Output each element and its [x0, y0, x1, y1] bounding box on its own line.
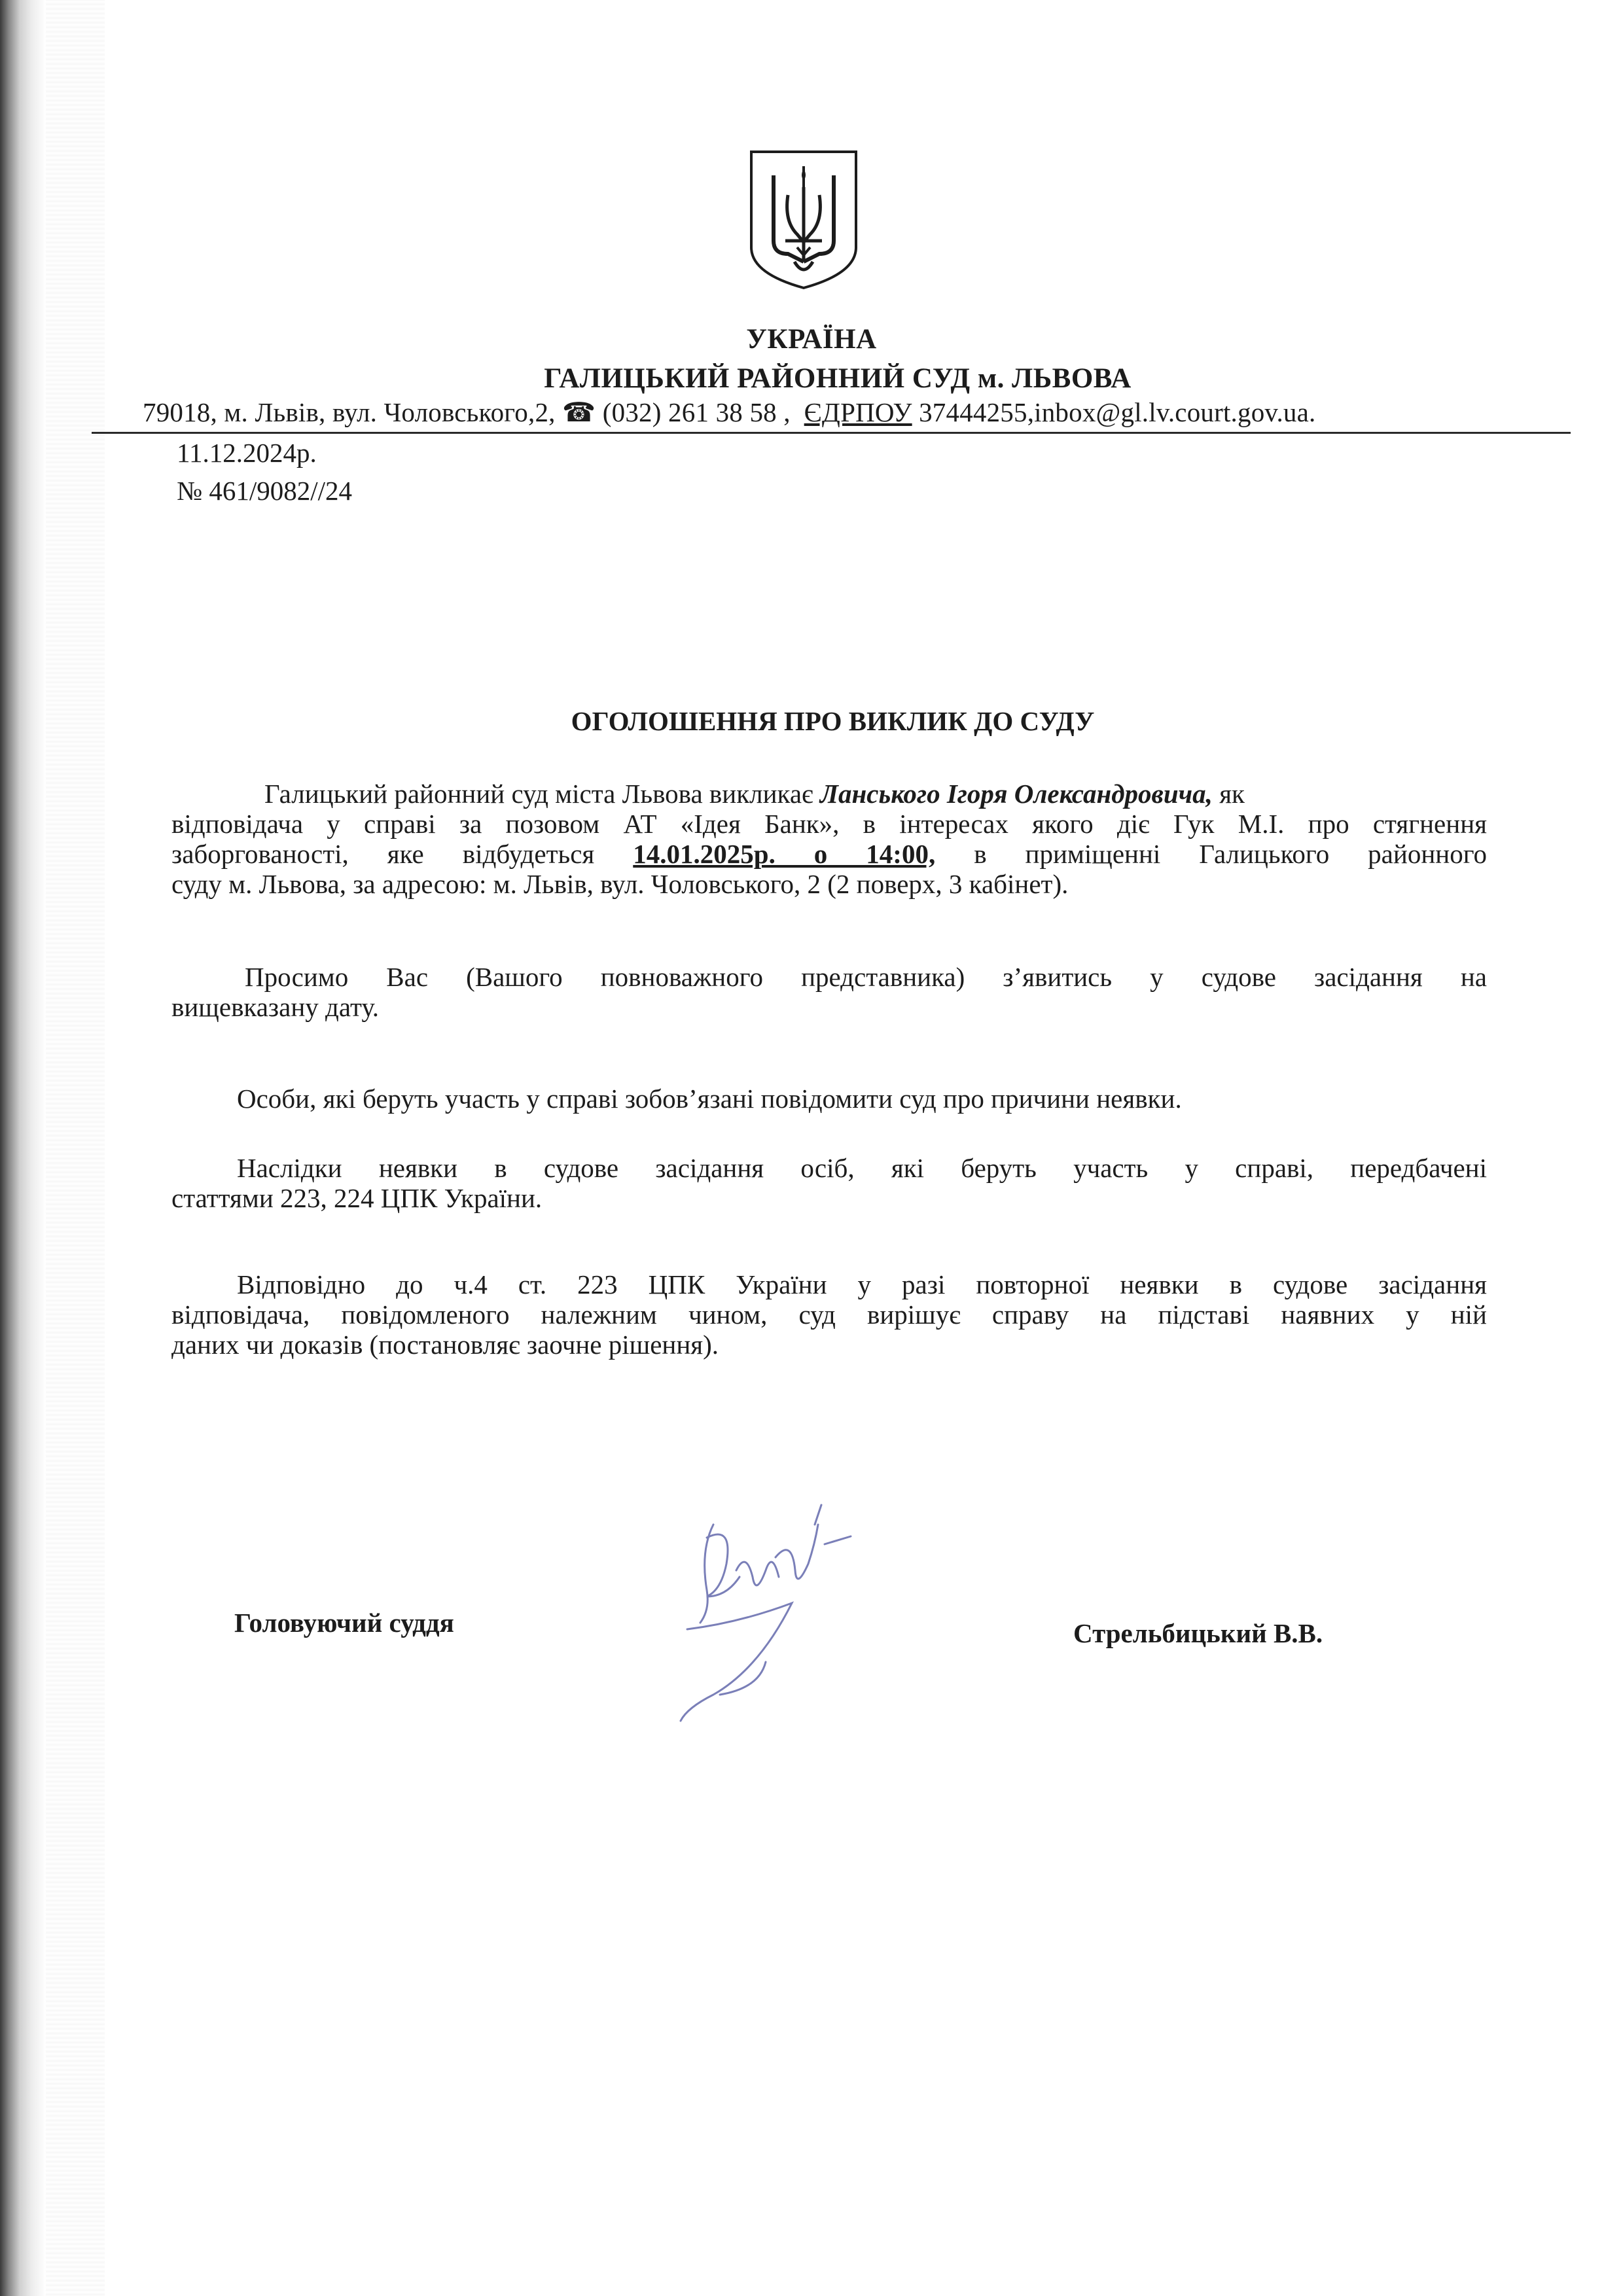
country-name: УКРАЇНА: [746, 324, 877, 355]
court-address-line: [143, 397, 1556, 428]
edrpou-and-email: 37444255,inbox@gl.lv.court.gov.ua.: [912, 397, 1316, 427]
hearing-datetime: 14.01.2025р. о 14:00,: [633, 839, 936, 869]
court-phone: (032) 261 38 58 ,: [602, 397, 791, 427]
edrpou-label: ЄДРПОУ: [804, 397, 912, 427]
header-rule: [92, 432, 1571, 434]
defendant-name: Ланського Ігоря Олександровича,: [819, 779, 1213, 809]
judge-name: Стрельбицький В.В.: [1073, 1618, 1323, 1648]
handwritten-signature: [661, 1498, 857, 1734]
paragraph-line: вищевказану дату.: [171, 992, 380, 1022]
text-span: Галицький районний суд міста Львова викликає: [264, 779, 820, 809]
coat-of-arms-icon: [747, 149, 860, 291]
paragraph-consequences: [171, 1153, 1487, 1213]
paragraph-line: Просимо Вас (Вашого повноважного представника) з’явитись у судове засідання на: [245, 962, 1487, 992]
paragraph-line: [171, 779, 1487, 809]
paragraph-line: Особи, які беруть участь у справі зобов’язані повідомити суд про причини неявки.: [237, 1084, 1182, 1114]
text-span: як: [1212, 779, 1245, 809]
text-span: заборгованості, яке відбудеться: [171, 839, 633, 869]
court-address: 79018, м. Львів, вул. Чоловського,2,: [143, 397, 563, 427]
document-date: 11.12.2024р.: [177, 438, 317, 468]
paragraph-line: відповідача у справі за позовом АТ «Ідея Банк», в інтересах якого діє Гук М.І. про стягнення: [171, 809, 1487, 839]
paragraph-line: [171, 839, 1487, 869]
document-number: № 461/9082//24: [177, 476, 353, 506]
text-span: в приміщенні Галицького районного: [935, 839, 1487, 869]
paragraph-line: відповідача, повідомленого належним чином, суд вирішує справу на підставі наявних у ній: [171, 1299, 1487, 1330]
paragraph-line: даних чи доказів (постановляє заочне рішення).: [171, 1330, 719, 1360]
court-name: ГАЛИЦЬКИЙ РАЙОННИЙ СУД м. ЛЬВОВА: [544, 363, 1132, 394]
paragraph-summons: [171, 779, 1487, 899]
paragraph-notice: [171, 1084, 1487, 1114]
paragraph-request: [171, 962, 1487, 1022]
paragraph-line: Відповідно до ч.4 ст. 223 ЦПК України у разі повторної неявки в судове засідання: [237, 1269, 1487, 1299]
paragraph-line: Наслідки неявки в судове засідання осіб, які беруть участь у справі, передбачені: [237, 1153, 1487, 1183]
paragraph-line: статтями 223, 224 ЦПК України.: [171, 1183, 543, 1213]
judge-role: Головуючий суддя: [234, 1608, 454, 1638]
document-title: ОГОЛОШЕННЯ ПРО ВИКЛИК ДО СУДУ: [571, 706, 1095, 736]
paragraph-default-judgment: [171, 1269, 1487, 1360]
paragraph-line: суду м. Львова, за адресою: м. Львів, вул. Чоловського, 2 (2 поверх, 3 кабінет).: [171, 869, 1069, 899]
telephone-icon: ☎: [562, 397, 596, 427]
